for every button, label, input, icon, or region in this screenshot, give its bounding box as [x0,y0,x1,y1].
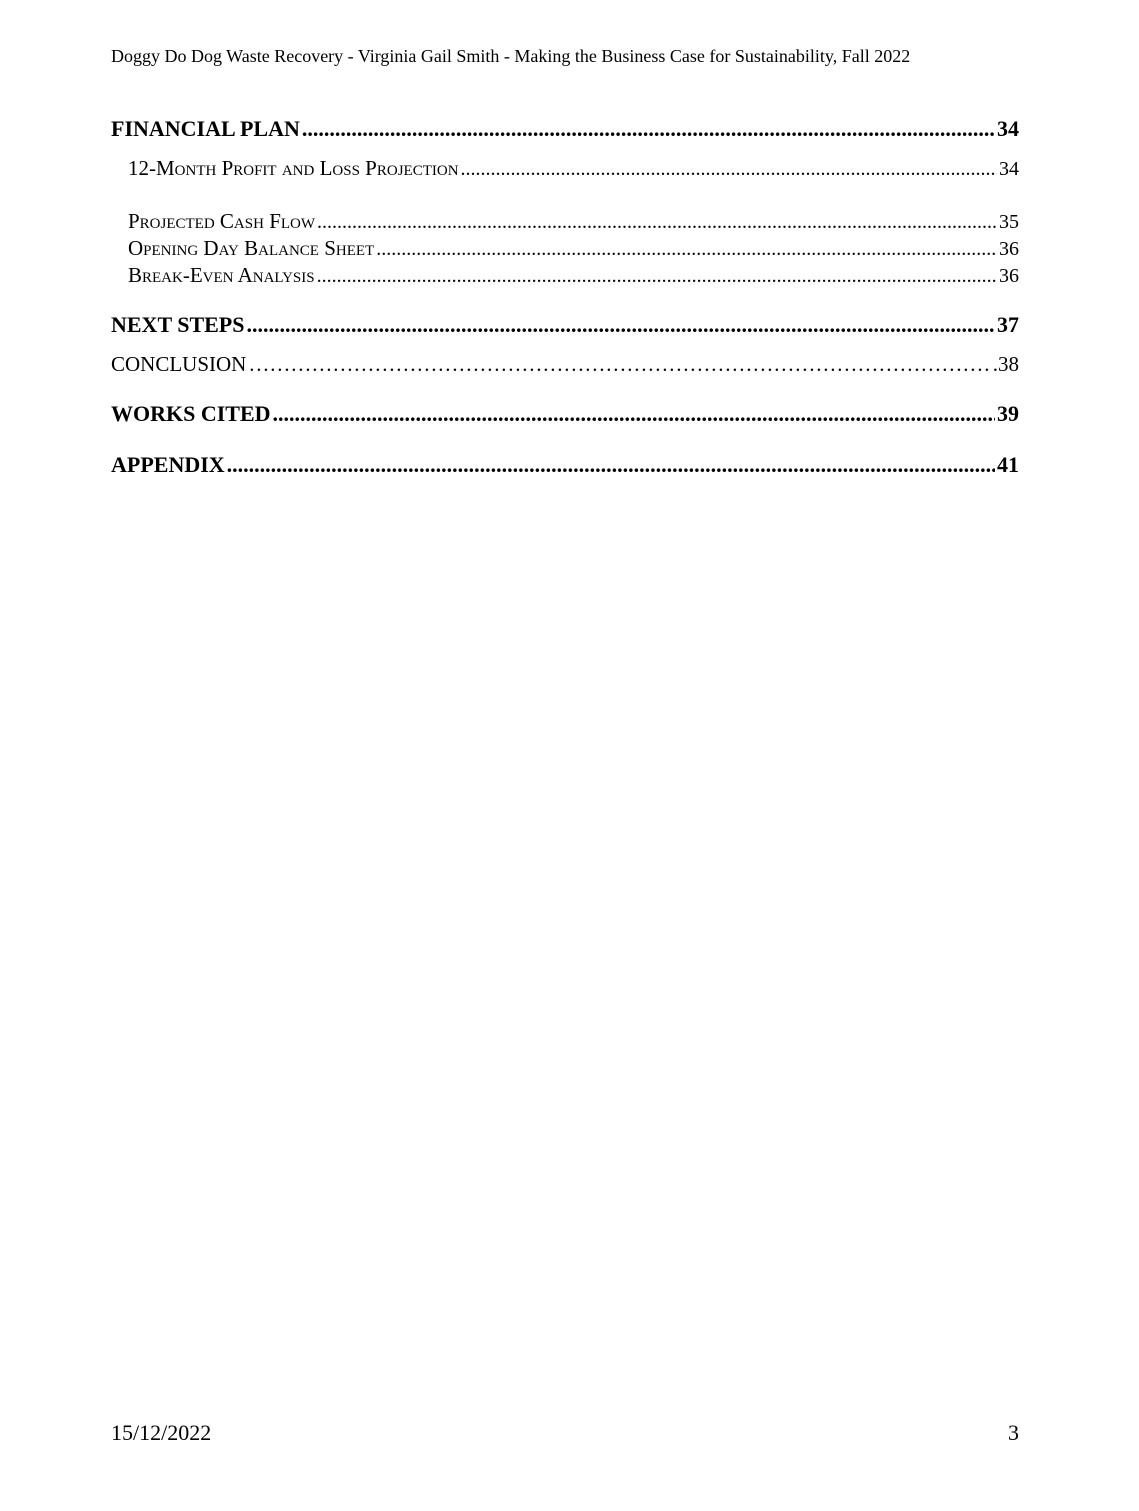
toc-entry-title: CONCLUSION [111,352,247,376]
toc-entry-page: .38 [992,352,1019,376]
toc-entry-page: 36 [999,238,1019,260]
toc-entry-title: NEXT STEPS [111,312,245,337]
toc-entry-conclusion[interactable] [111,352,1019,377]
toc-dot-leader [317,265,997,288]
toc-entry-page: 41 [997,452,1019,477]
toc-entry-page: 35 [999,211,1019,233]
toc-entry-title: FINANCIAL PLAN [111,116,300,141]
page-footer [111,1420,1019,1446]
toc-dot-leader [376,238,997,261]
toc-entry-projected-cash-flow[interactable] [111,209,1019,234]
toc-dot-leader [227,452,995,478]
toc-entry-page: 34 [999,158,1019,180]
toc-entry-profit-loss-projection[interactable] [111,156,1019,181]
footer-page-number: 3 [1008,1420,1019,1445]
toc-entry-page: 39 [997,401,1019,426]
toc-entry-title: Break-Even Analysis [128,263,315,287]
footer-date: 15/12/2022 [111,1420,212,1445]
toc-entry-page: 36 [999,265,1019,287]
toc-entry-appendix[interactable] [111,452,1019,478]
toc-entry-page: 34 [997,116,1019,141]
toc-dot-leader [246,312,995,338]
toc-dot-leader [248,352,990,377]
toc-entry-page: 37 [997,312,1019,337]
toc-entry-next-steps[interactable] [111,312,1019,338]
toc-entry-title: WORKS CITED [111,401,271,426]
toc-entry-break-even-analysis[interactable] [111,263,1019,288]
toc-entry-works-cited[interactable] [111,401,1019,427]
page-header: Doggy Do Dog Waste Recovery - Virginia Gail Smith - Making the Business Case for Sustainability, Fall 2022 [111,46,911,66]
toc-dot-leader [302,116,995,142]
toc-entry-title: APPENDIX [111,452,225,477]
toc-dot-leader [273,401,995,427]
toc-entry-title: Projected Cash Flow [128,209,316,233]
toc-dot-leader [317,211,997,234]
toc-dot-leader [461,158,997,181]
toc-entry-title: Opening Day Balance Sheet [128,236,375,260]
toc-entry-opening-day-balance-sheet[interactable] [111,236,1019,261]
toc-entry-financial-plan[interactable] [111,116,1019,142]
toc-entry-title: 12-Month Profit and Loss Projection [128,156,459,180]
